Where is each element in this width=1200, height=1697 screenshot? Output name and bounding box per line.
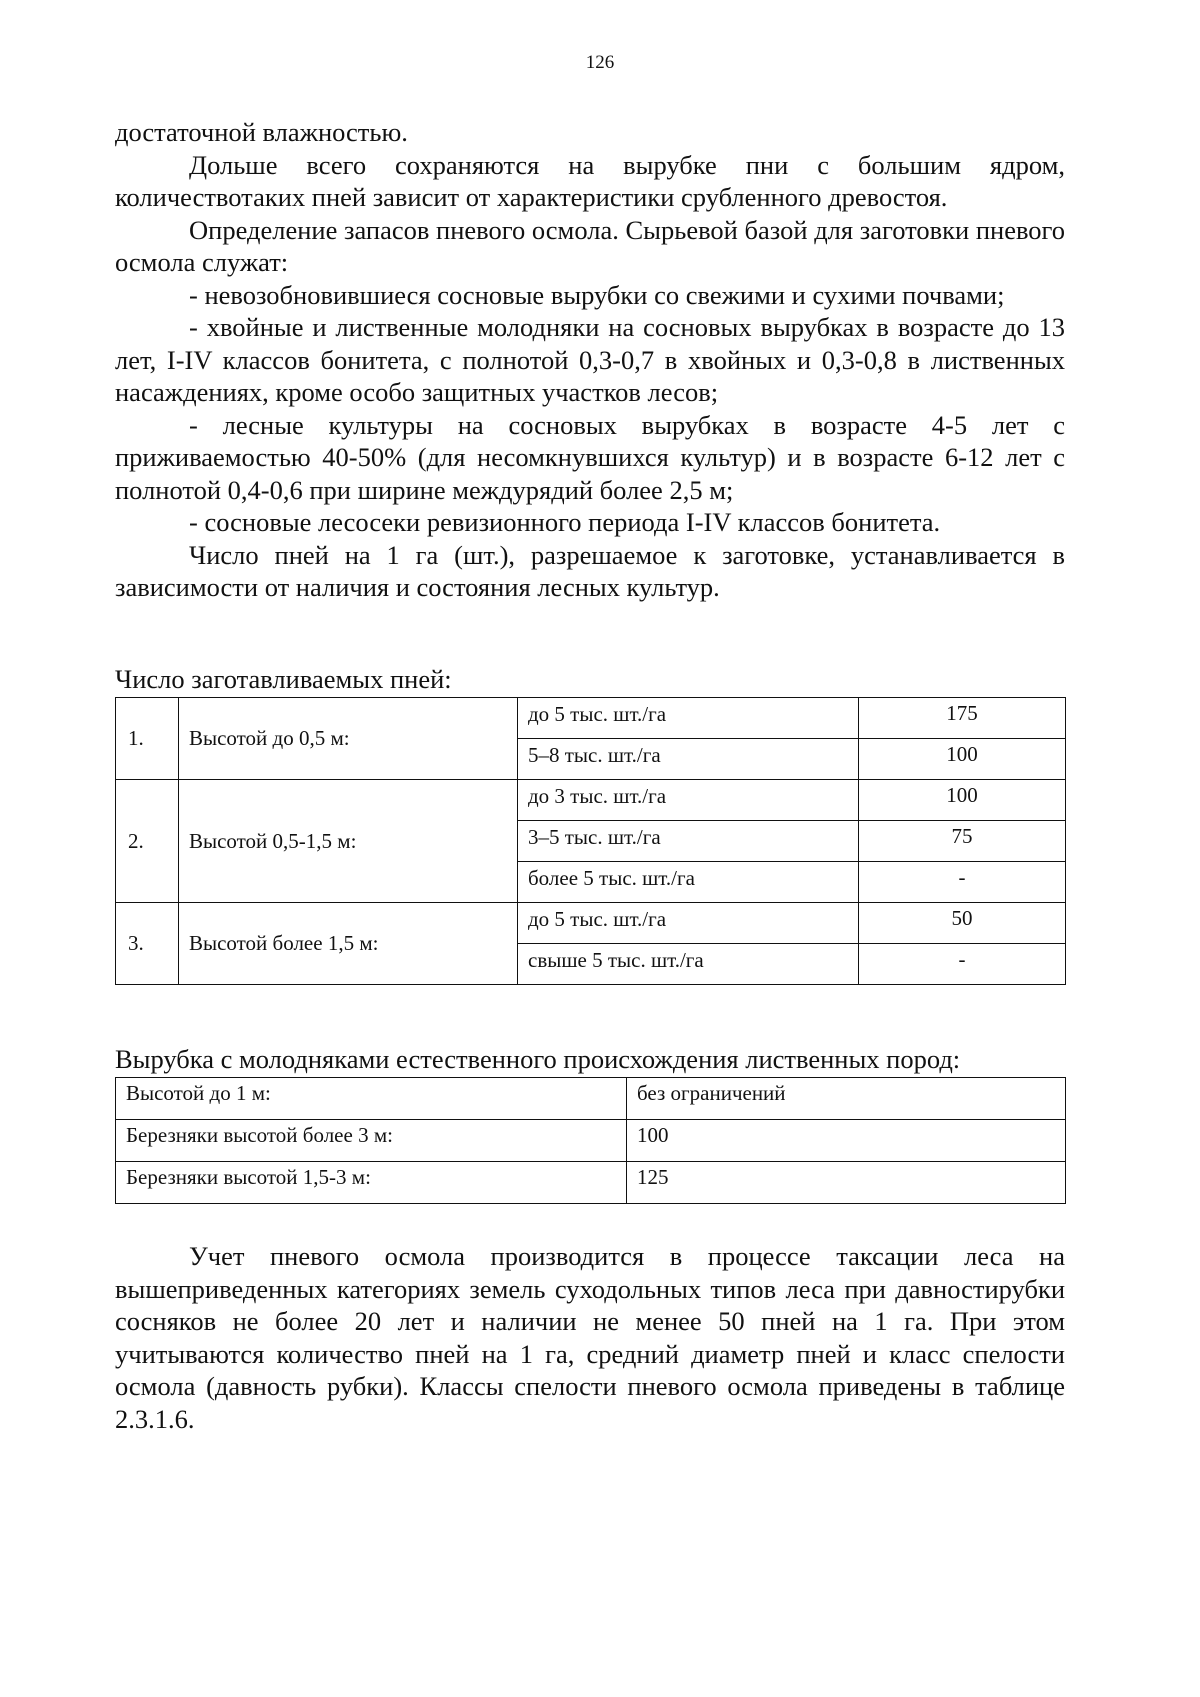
value-cell: без ограничений (627, 1078, 1066, 1120)
list-item: - невозобновившиеся сосновые вырубки со свежими и сухими почвами; (189, 279, 1005, 310)
table-row (116, 903, 1066, 944)
density-cell: до 5 тыс. шт./га (518, 698, 859, 739)
density-cell: более 5 тыс. шт./га (518, 862, 859, 903)
label-cell: Березняки высотой 1,5-3 м: (116, 1162, 627, 1204)
row-number: 3. (116, 903, 179, 985)
value-cell: 125 (627, 1162, 1066, 1204)
paragraph: достаточной влажностью. (115, 117, 408, 147)
value-cell: 100 (859, 739, 1066, 780)
table-row (116, 1120, 1066, 1162)
label-cell: Высотой до 1 м: (116, 1078, 627, 1120)
table-row (116, 698, 1066, 739)
height-cell: Высотой 0,5-1,5 м: (179, 780, 518, 903)
label-cell: Березняки высотой более 3 м: (116, 1120, 627, 1162)
paragraph: Дольше всего сохраняются на вырубке пни с большим ядром, количествотаких пней зависит от характеристики срубленного древостоя. (115, 149, 1065, 212)
stumps-table-caption: Число заготавливаемых пней: (115, 664, 452, 694)
list-item: - хвойные и лиственные молодняки на сосновых вырубках в возрасте до 13 лет, I-IV классов бонитета, с полнотой 0,3-0,7 в хвойных и 0,3-0,8 в лиственных насаждениях, кроме особо защитных участков лесов; (115, 312, 1065, 407)
density-cell: до 3 тыс. шт./га (518, 780, 859, 821)
row-number: 2. (116, 780, 179, 903)
row-number: 1. (116, 698, 179, 780)
list-item: - лесные культуры на сосновых вырубках в возрасте 4-5 лет с приживаемостью 40-50% (для несомкнувшихся культур) и в возрасте 6-12 лет с полнотой 0,4-0,6 при ширине междурядий более 2,5 м; (115, 409, 1065, 505)
value-cell: 75 (859, 821, 1066, 862)
stumps-table (115, 697, 1066, 985)
table-row (116, 1078, 1066, 1120)
body-text (115, 116, 1065, 604)
value-cell: - (859, 944, 1066, 985)
height-cell: Высотой до 0,5 м: (179, 698, 518, 780)
value-cell: 100 (627, 1120, 1066, 1162)
page-number: 126 (585, 52, 615, 73)
paragraph: Число пней на 1 га (шт.), разрешаемое к заготовке, устанавливается в зависимости от наличия и состояния лесных культур. (115, 539, 1065, 602)
density-cell: 5–8 тыс. шт./га (518, 739, 859, 780)
closing-text (115, 1240, 1065, 1435)
density-cell: до 5 тыс. шт./га (518, 903, 859, 944)
paragraph: Определение запасов пневого осмола. Сырьевой базой для заготовки пневого осмола служат: (115, 214, 1065, 277)
birch-table-caption: Вырубка с молодняками естественного происхождения лиственных пород: (115, 1044, 961, 1074)
value-cell: - (859, 862, 1066, 903)
table-row (116, 1162, 1066, 1204)
value-cell: 100 (859, 780, 1066, 821)
height-cell: Высотой более 1,5 м: (179, 903, 518, 985)
paragraph: Учет пневого осмола производится в процессе таксации леса на вышеприведенных категориях земель суходольных типов леса при давностирубки сосняков не более 20 лет и наличии не менее 50 пней на 1 га. При этом учитываются количество пней на 1 га, средний диаметр пней и класс спелости осмола (давность рубки). Классы спелости пневого осмола приведены в таблице 2.3.1.6. (115, 1241, 1065, 1434)
value-cell: 50 (859, 903, 1066, 944)
birch-table (115, 1077, 1066, 1204)
table-row (116, 780, 1066, 821)
density-cell: свыше 5 тыс. шт./га (518, 944, 859, 985)
value-cell: 175 (859, 698, 1066, 739)
density-cell: 3–5 тыс. шт./га (518, 821, 859, 862)
list-item: - сосновые лесосеки ревизионного периода I-IV классов бонитета. (189, 507, 941, 537)
